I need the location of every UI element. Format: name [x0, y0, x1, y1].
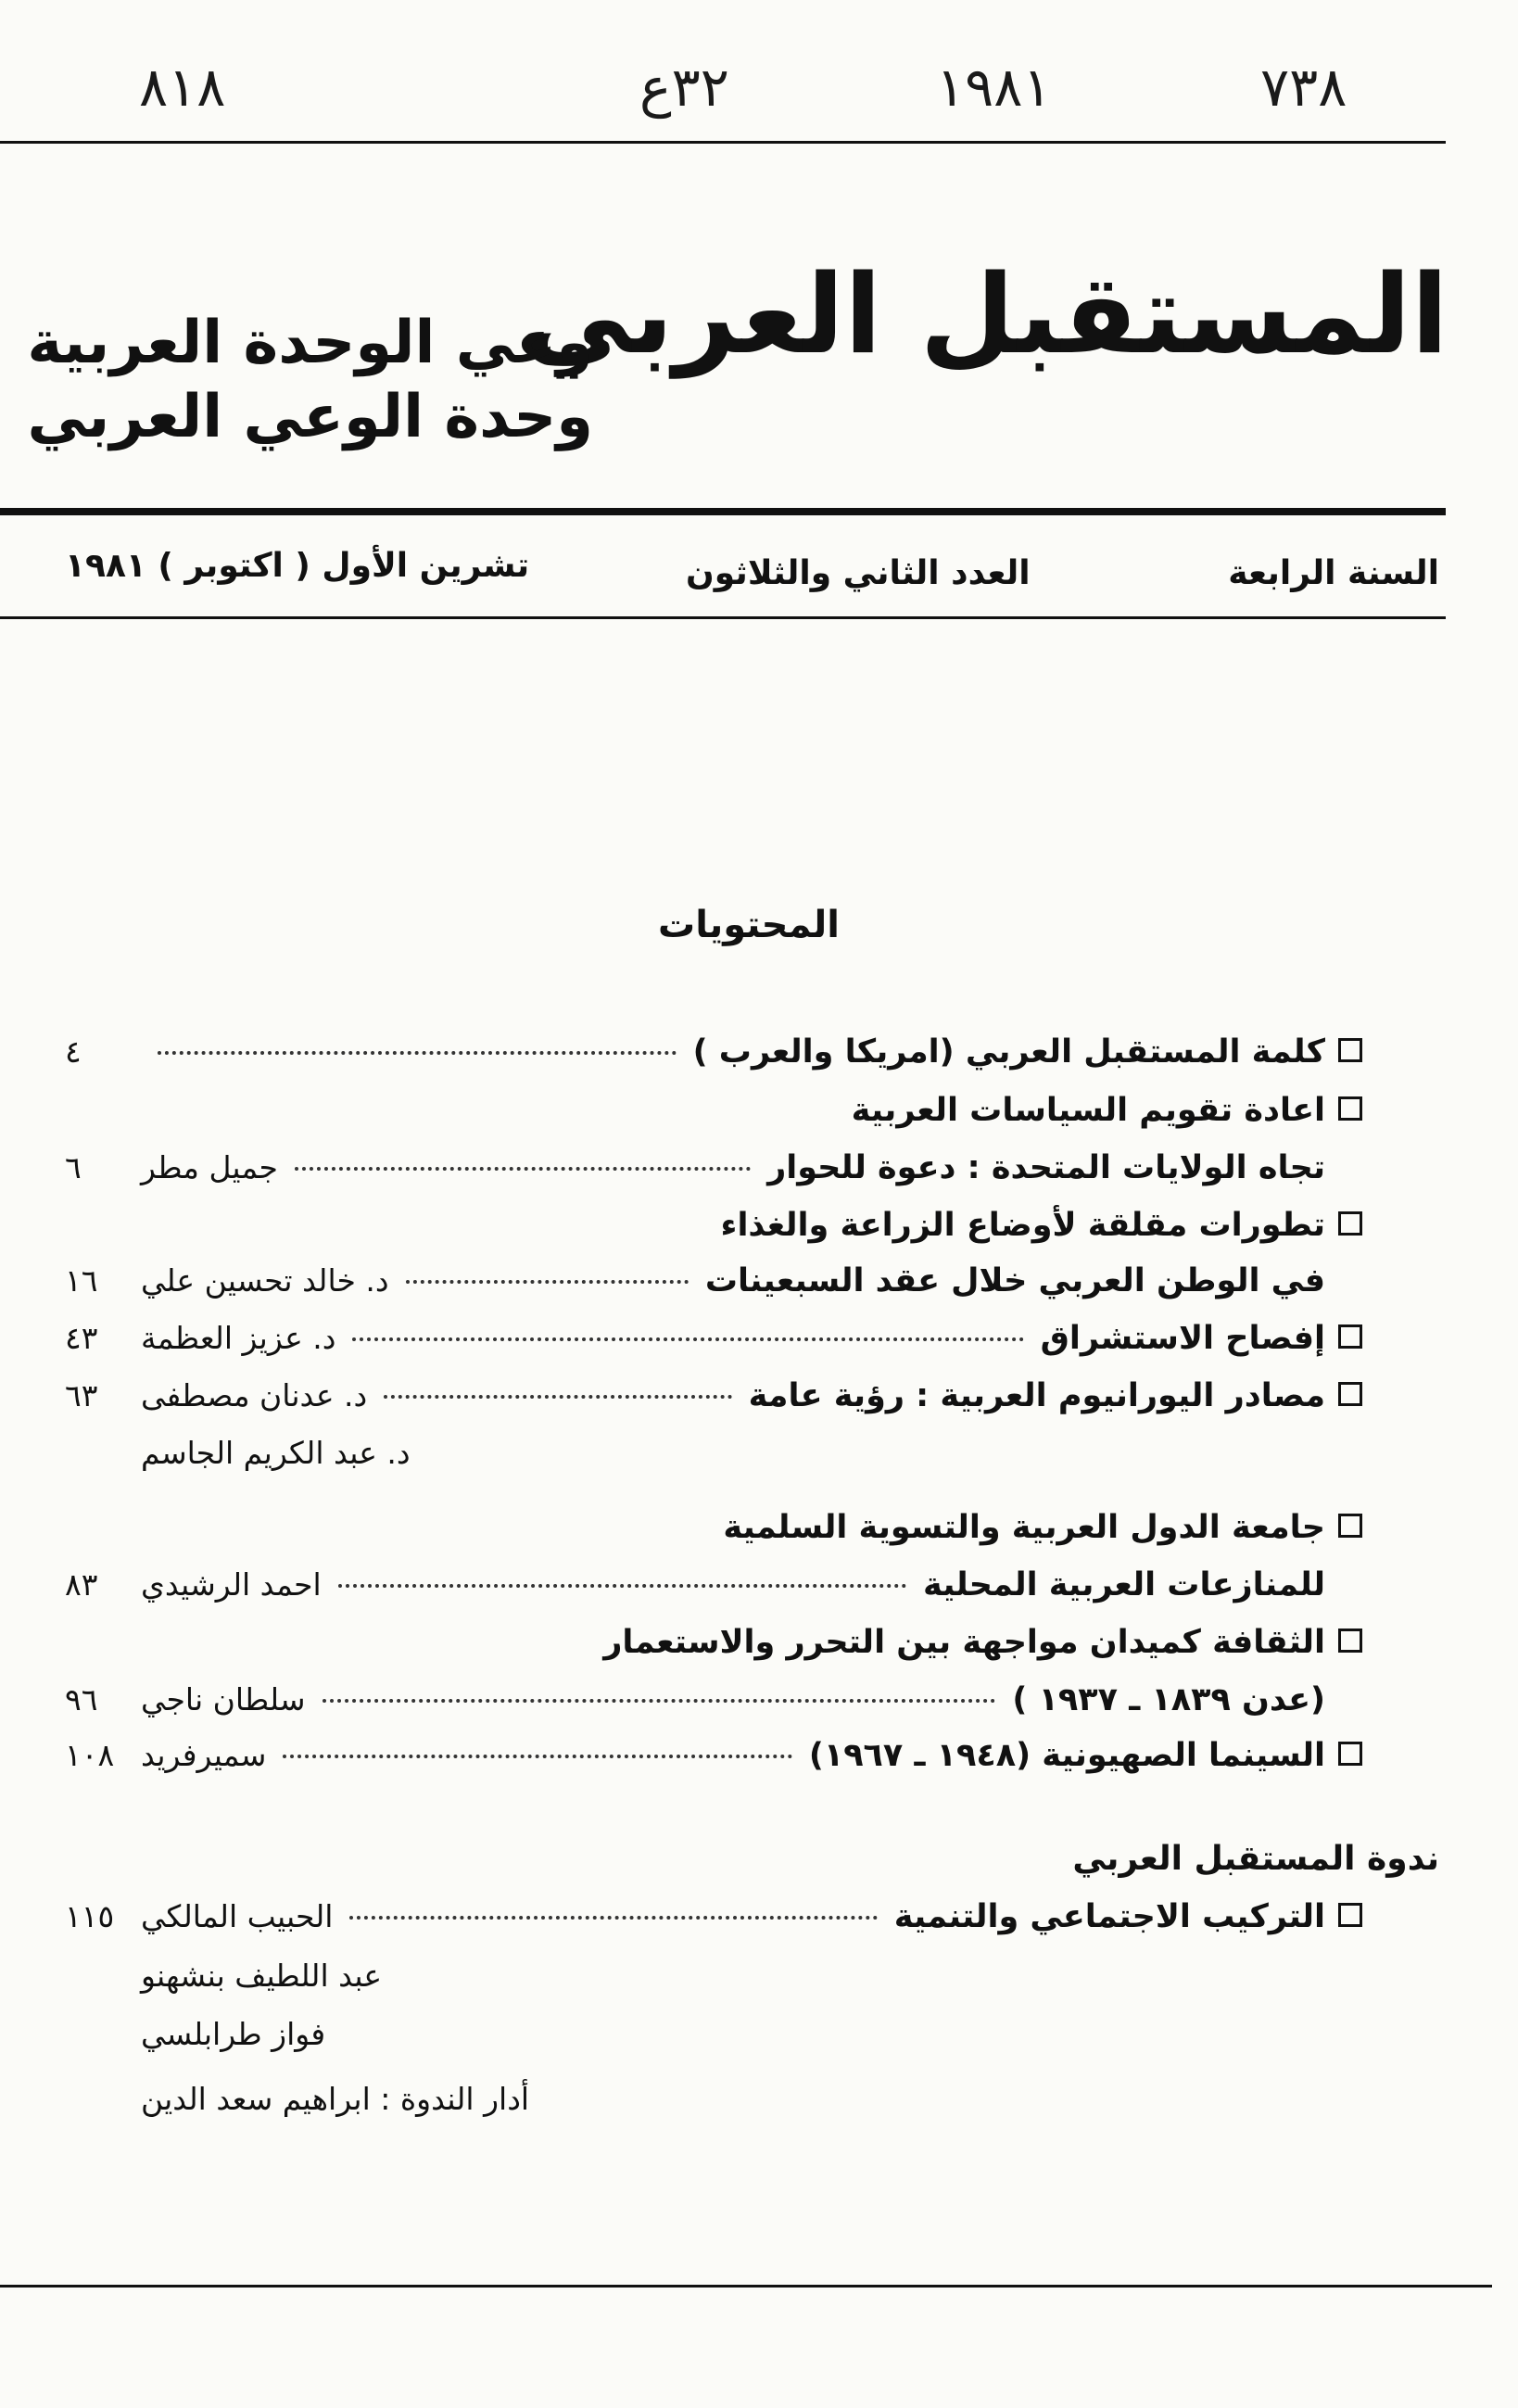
- checkbox-icon: [1338, 1096, 1362, 1121]
- toc-title: للمنازعات العربية المحلية: [922, 1566, 1325, 1603]
- symposium-heading: ندوة المستقبل العربي: [1072, 1840, 1439, 1878]
- toc-item-6-cont: [65, 1566, 1362, 1622]
- toc-page: ١١٥: [65, 1898, 115, 1934]
- checkbox-icon: [1338, 1629, 1362, 1653]
- toc-page: ٦٣: [65, 1377, 98, 1413]
- leader-dots: [352, 1337, 1023, 1341]
- toc-author: الحبيب المالكي: [141, 1898, 334, 1934]
- toc-title: في الوطن العربي خلال عقد السبعينات: [704, 1262, 1325, 1299]
- slogan-line-2: وحدة الوعي العربي: [27, 383, 593, 451]
- leader-dots: [295, 1167, 751, 1171]
- toc-item-2-cont: [65, 1149, 1362, 1205]
- leader-dots: [338, 1584, 906, 1588]
- toc-title: اعادة تقويم السياسات العربية: [851, 1092, 1325, 1129]
- handwritten-note-left: ٨١٨: [139, 56, 226, 119]
- top-divider: [0, 141, 1446, 144]
- toc-title: تطورات مقلقة لأوضاع الزراعة والغذاء: [720, 1207, 1325, 1244]
- toc-author: د. عبد الكريم الجاسم: [141, 1435, 411, 1471]
- meta-divider: [0, 616, 1446, 619]
- toc-title: جامعة الدول العربية والتسوية السلمية: [723, 1509, 1325, 1546]
- leader-dots: [323, 1699, 996, 1703]
- checkbox-icon: [1338, 1514, 1362, 1538]
- toc-title: مصادر اليورانيوم العربية : رؤية عامة: [748, 1377, 1325, 1414]
- toc-item-5-coauthor: [65, 1435, 1362, 1490]
- checkbox-icon: [1338, 1742, 1362, 1766]
- symposium-participant-1: عبد اللطيف بنشهنو: [141, 1958, 383, 1994]
- symposium-moderator: أدار الندوة : ابراهيم سعد الدين: [141, 2081, 530, 2117]
- toc-page: ١٦: [65, 1262, 98, 1299]
- leader-dots: [283, 1755, 791, 1758]
- handwritten-note-code: ٣٢ع: [639, 56, 729, 119]
- toc-author: سميرفريد: [141, 1737, 267, 1773]
- issue-year: السنة الرابعة: [1228, 554, 1439, 592]
- toc-item-2: [65, 1092, 1362, 1147]
- toc-author: د. عزيز العظمة: [141, 1320, 336, 1356]
- leader-dots: [384, 1395, 731, 1399]
- masthead-thick-rule: [0, 508, 1446, 515]
- issue-date: تشرين الأول ( اكتوبر ) ١٩٨١: [65, 547, 530, 585]
- leader-dots: [349, 1916, 877, 1920]
- slogan-line-1: وعي الوحدة العربية: [27, 309, 593, 377]
- toc-author: احمد الرشيدي: [141, 1566, 322, 1603]
- toc-item-8: [65, 1737, 1362, 1793]
- toc-title: كلمة المستقبل العربي (امريكا والعرب ): [692, 1033, 1325, 1071]
- toc-title: التركيب الاجتماعي والتنمية: [893, 1898, 1325, 1935]
- toc-item-7: [65, 1624, 1362, 1679]
- toc-page: ٦: [65, 1149, 82, 1185]
- toc-page: ٩٦: [65, 1681, 98, 1717]
- toc-author: جميل مطر: [141, 1149, 278, 1185]
- toc-page: ٤٣: [65, 1320, 98, 1356]
- issue-number: العدد الثاني والثلاثون: [686, 554, 1031, 592]
- handwritten-note-year: ١٩٨١: [936, 56, 1052, 119]
- toc-author: د. خالد تحسين علي: [141, 1262, 389, 1299]
- toc-page: ٤: [65, 1033, 82, 1070]
- leader-dots: [158, 1051, 677, 1055]
- contents-title: المحتويات: [658, 904, 841, 946]
- slogan: [27, 306, 593, 454]
- toc-item-3: [65, 1207, 1362, 1262]
- toc-item-3-cont: [65, 1262, 1362, 1318]
- toc-author: سلطان ناجي: [141, 1681, 306, 1717]
- checkbox-icon: [1338, 1324, 1362, 1349]
- checkbox-icon: [1338, 1038, 1362, 1062]
- handwritten-note-right: ٧٣٨: [1260, 56, 1347, 119]
- toc-page: ٨٣: [65, 1566, 98, 1603]
- checkbox-icon: [1338, 1382, 1362, 1406]
- toc-title: (عدن ١٨٣٩ ـ ١٩٣٧ ): [1012, 1681, 1325, 1718]
- symposium-participant-2: فواز طرابلسي: [141, 2016, 326, 2052]
- checkbox-icon: [1338, 1903, 1362, 1927]
- checkbox-icon: [1338, 1211, 1362, 1236]
- toc-author: د. عدنان مصطفى: [141, 1377, 368, 1413]
- toc-page: ١٠٨: [65, 1737, 115, 1773]
- symposium-item: [65, 1898, 1362, 1954]
- toc-item-7-cont: [65, 1681, 1362, 1737]
- toc-item-4: [65, 1320, 1362, 1375]
- bottom-divider: [0, 2285, 1492, 2288]
- toc-title: الثقافة كميدان مواجهة بين التحرر والاستعمار: [603, 1624, 1325, 1661]
- toc-item-6: [65, 1509, 1362, 1565]
- toc-title: إفصاح الاستشراق: [1040, 1320, 1325, 1357]
- toc-item-1: [65, 1033, 1362, 1089]
- toc-title: تجاه الولايات المتحدة : دعوة للحوار: [767, 1149, 1325, 1186]
- leader-dots: [406, 1280, 689, 1284]
- magazine-logo: المستقبل العربي: [521, 250, 1448, 378]
- toc-title: السينما الصهيونية (١٩٤٨ ـ ١٩٦٧): [808, 1737, 1325, 1774]
- toc-item-5: [65, 1377, 1362, 1433]
